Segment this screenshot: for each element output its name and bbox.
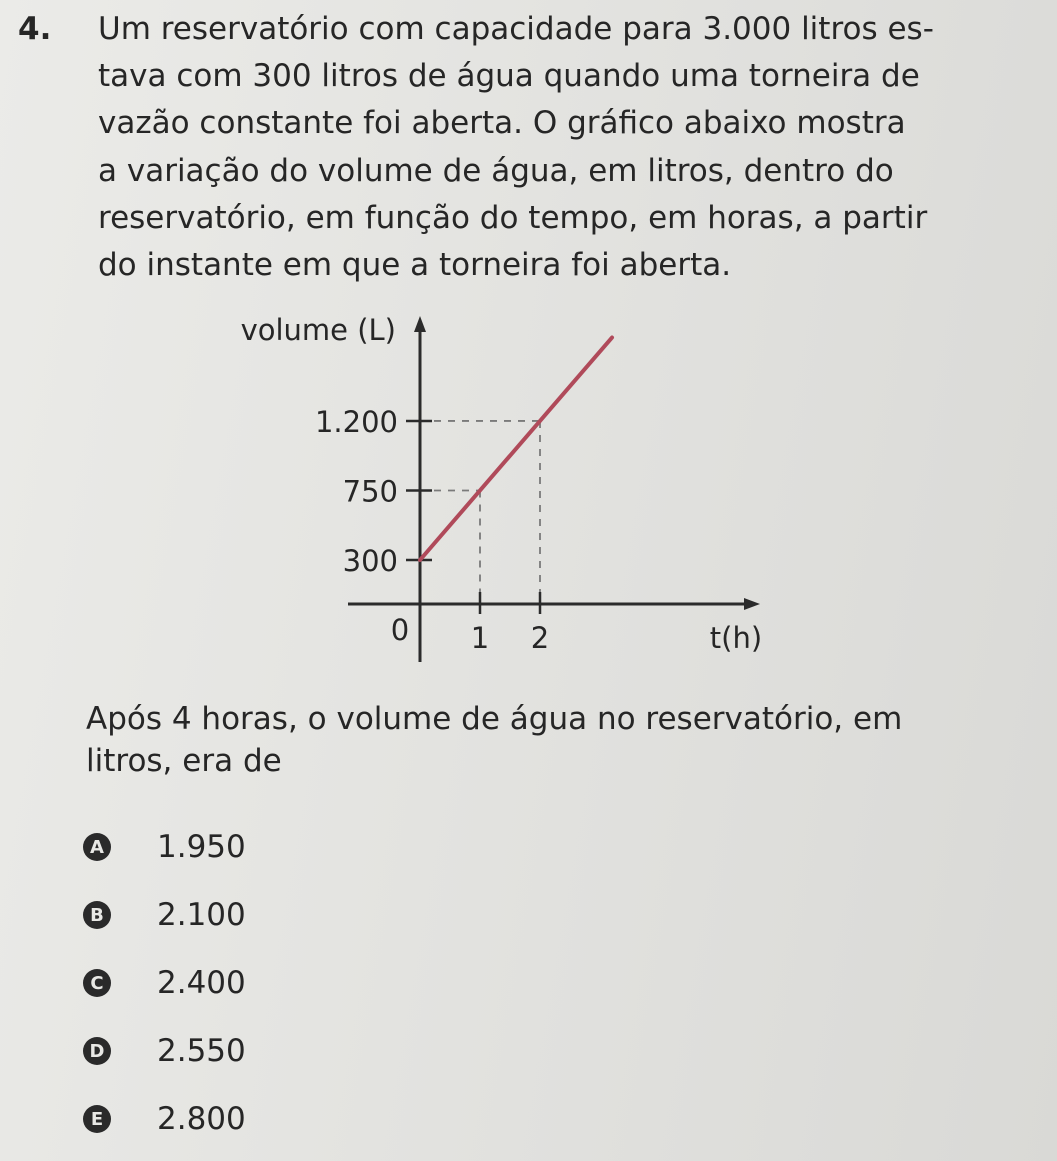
x-tick-label: 2 <box>530 621 550 655</box>
option-a-badge: A <box>83 833 111 861</box>
y-axis-arrow <box>414 316 426 332</box>
prompt-line: litros, era de <box>86 743 282 779</box>
prompt-line: Após 4 horas, o volume de água no reservatório, em <box>86 701 903 737</box>
stem-line: tava com 300 litros de água quando uma torneira de <box>98 58 920 95</box>
option-c-badge: C <box>83 969 111 997</box>
stem-line: vazão constante foi aberta. O gráfico abaixo mostra <box>98 105 906 142</box>
x-axis-arrow <box>744 598 760 610</box>
option-c-text: 2.400 <box>157 965 246 1001</box>
origin-label: 0 <box>390 613 410 647</box>
stem-line: Um reservatório com capacidade para 3.000 litros es- <box>98 11 934 47</box>
y-tick-label: 1.200 <box>314 404 398 439</box>
option-d-badge: D <box>83 1037 111 1065</box>
y-tick-label: 300 <box>342 544 398 578</box>
x-axis-label: t(h) <box>709 621 763 655</box>
option-d[interactable] <box>83 1029 246 1097</box>
stem-line: do instante em que a torneira foi aberta. <box>98 247 732 284</box>
series-line <box>420 338 612 560</box>
option-b-badge: B <box>83 901 111 929</box>
y-tick-label: 750 <box>342 474 398 509</box>
question-prompt <box>86 698 902 782</box>
option-e-badge: E <box>83 1105 111 1133</box>
option-d-text: 2.550 <box>157 1033 246 1069</box>
option-a-text: 1.950 <box>157 829 246 865</box>
answer-options <box>83 825 246 1161</box>
question-number: 4. <box>18 11 52 47</box>
option-c[interactable] <box>83 961 246 1029</box>
stem-line: a variação do volume de água, em litros, dentro do <box>98 152 894 189</box>
x-tick-label: 1 <box>470 621 490 655</box>
y-axis-label: volume (L) <box>240 313 396 347</box>
option-e[interactable] <box>83 1097 246 1161</box>
option-a[interactable] <box>83 825 246 893</box>
stem-line: reservatório, em função do tempo, em horas, a partir <box>98 199 928 236</box>
option-b-text: 2.100 <box>157 897 246 933</box>
option-e-text: 2.800 <box>157 1101 246 1137</box>
option-b[interactable] <box>83 893 246 961</box>
